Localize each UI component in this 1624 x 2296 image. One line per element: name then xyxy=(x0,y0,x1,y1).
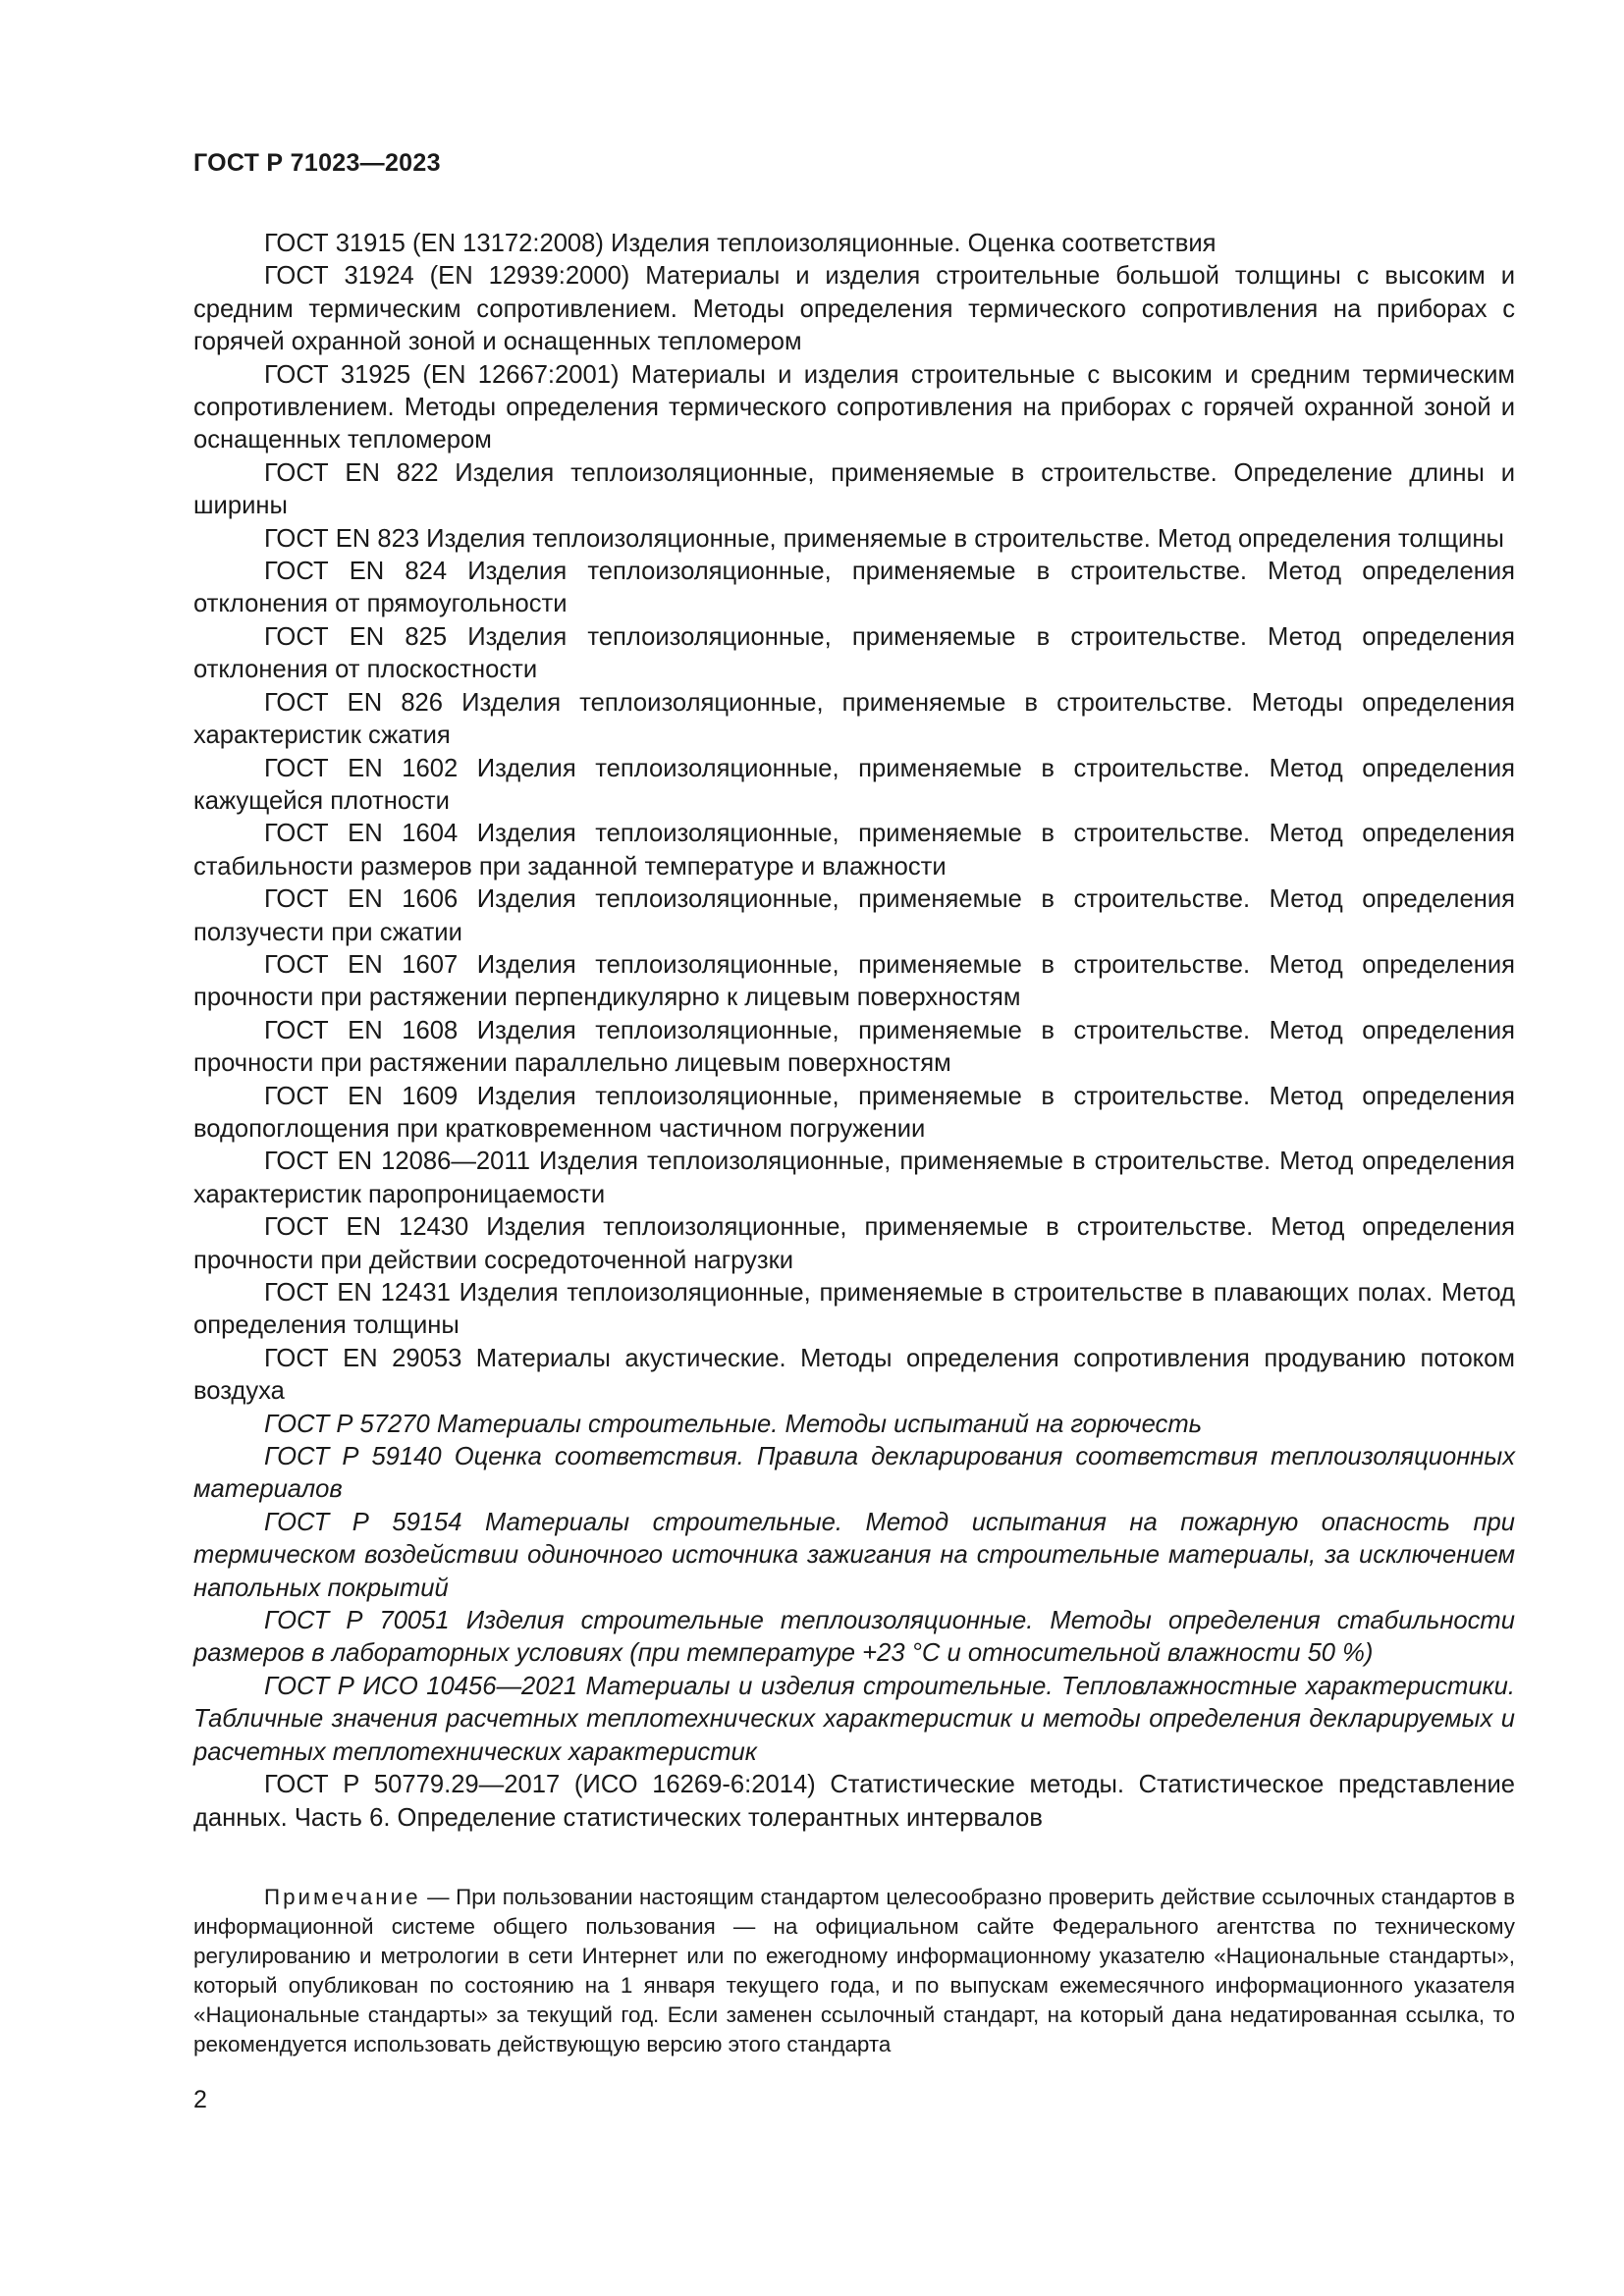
reference-item: ГОСТ EN 1606 Изделия теплоизоляционные, применяемые в строительстве. Метод определения ползучести при сжатии xyxy=(193,885,1515,946)
reference-item: ГОСТ EN 1609 Изделия теплоизоляционные, применяемые в строительстве. Метод определения водопоглощения при кратковременном частичном погружении xyxy=(193,1082,1515,1143)
reference-item: ГОСТ EN 1608 Изделия теплоизоляционные, применяемые в строительстве. Метод определения прочности при растяжении параллельно лицевым поверхностям xyxy=(193,1016,1515,1078)
reference-item: ГОСТ 31915 (EN 13172:2008) Изделия теплоизоляционные. Оценка соответствия xyxy=(264,230,1217,257)
reference-item: ГОСТ EN 825 Изделия теплоизоляционные, применяемые в строительстве. Метод определения отклонения от плоскостности xyxy=(193,622,1515,684)
reference-item: ГОСТ EN 1602 Изделия теплоизоляционные, применяемые в строительстве. Метод определения кажущейся плотности xyxy=(193,754,1515,815)
reference-item: ГОСТ EN 12086—2011 Изделия теплоизоляционные, применяемые в строительстве. Метод определения характеристик паропроницаемости xyxy=(193,1148,1515,1208)
reference-item-italic: ГОСТ Р 57270 Материалы строительные. Методы испытаний на горючесть xyxy=(264,1410,1203,1438)
note-text: При пользовании настоящим стандартом целесообразно проверить действие ссылочных стандартов в информационной системе общего пользования — на официальном сайте Федерального агентства по техническому регулированию и метрологии в сети Интернет или по ежегодному информационному указателю «Национальные стандарты», который опубликован по состоянию на 1 января текущего года, и по выпускам ежемесячного информационного указателя «Национальные стандарты» за текущий год. Если заменен ссылочный стандарт, на который дана недатированная ссылка, то рекомендуется использовать действующую версию этого стандарта xyxy=(193,1885,1515,2056)
document-header: ГОСТ Р 71023—2023 xyxy=(193,149,441,177)
reference-item: ГОСТ EN 12431 Изделия теплоизоляционные, применяемые в строительстве в плавающих полах. Метод определения толщины xyxy=(193,1279,1515,1340)
page-number: 2 xyxy=(193,2086,207,2113)
normative-references xyxy=(193,228,1515,1835)
note xyxy=(193,1883,1515,2059)
reference-item: ГОСТ EN 1604 Изделия теплоизоляционные, применяемые в строительстве. Метод определения стабильности размеров при заданной температуре и влажности xyxy=(193,820,1515,881)
note-dash: — xyxy=(420,1885,457,1909)
reference-item: ГОСТ 31925 (EN 12667:2001) Материалы и изделия строительные с высоким и средним термическим сопротивлением. Методы определения термического сопротивления на приборах с горячей охранной зоной и оснащенных тепломером xyxy=(193,360,1515,454)
reference-item: ГОСТ EN 822 Изделия теплоизоляционные, применяемые в строительстве. Определение длины и ширины xyxy=(193,458,1515,520)
reference-item-italic: ГОСТ Р 70051 Изделия строительные теплоизоляционные. Методы определения стабильности размеров в лабораторных условиях (при температуре +23 °С и относительной влажности 50 %) xyxy=(193,1607,1515,1668)
reference-item-italic: ГОСТ Р ИСО 10456—2021 Материалы и изделия строительные. Тепловлажностные характеристики. Табличные значения расчетных теплотехнических характеристик и методы определения декларируемых и расчетных теплотехнических характеристик xyxy=(193,1672,1515,1766)
reference-item: ГОСТ Р 50779.29—2017 (ИСО 16269-6:2014) Статистические методы. Статистическое представление данных. Часть 6. Определение статистических толерантных интервалов xyxy=(193,1771,1515,1832)
reference-item: ГОСТ EN 1607 Изделия теплоизоляционные, применяемые в строительстве. Метод определения прочности при растяжении перпендикулярно к лицевым поверхностям xyxy=(193,950,1515,1012)
reference-item: ГОСТ EN 826 Изделия теплоизоляционные, применяемые в строительстве. Методы определения характеристик сжатия xyxy=(193,688,1515,750)
reference-item: ГОСТ EN 12430 Изделия теплоизоляционные, применяемые в строительстве. Метод определения прочности при действии сосредоточенной нагрузки xyxy=(193,1213,1515,1274)
reference-item: ГОСТ EN 824 Изделия теплоизоляционные, применяемые в строительстве. Метод определения отклонения от прямоугольности xyxy=(193,558,1515,618)
reference-item-italic: ГОСТ Р 59140 Оценка соответствия. Правила декларирования соответствия теплоизоляционных материалов xyxy=(193,1443,1515,1504)
reference-item: ГОСТ EN 823 Изделия теплоизоляционные, применяемые в строительстве. Метод определения толщины xyxy=(264,524,1504,553)
note-label: Примечание xyxy=(264,1885,421,1909)
reference-item: ГОСТ EN 29053 Материалы акустические. Методы определения сопротивления продуванию потоком воздуха xyxy=(193,1344,1515,1406)
reference-item-italic: ГОСТ Р 59154 Материалы строительные. Метод испытания на пожарную опасность при термическом воздействии одиночного источника зажигания на строительные материалы, за исключением напольных покрытий xyxy=(193,1508,1515,1602)
reference-item: ГОСТ 31924 (EN 12939:2000) Материалы и изделия строительные большой толщины с высоким и средним термическим сопротивлением. Методы определения термического сопротивления на приборах с горячей охранной зоной и оснащенных тепломером xyxy=(193,262,1515,356)
